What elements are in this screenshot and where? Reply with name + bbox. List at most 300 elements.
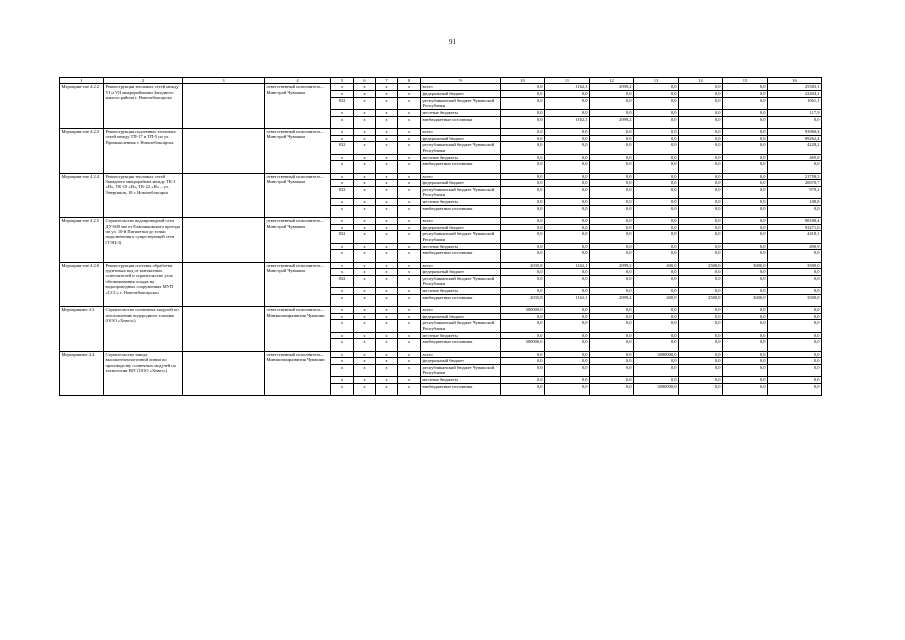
code-cell: x	[354, 142, 376, 154]
code-cell: 832	[331, 142, 354, 154]
code-cell: x	[331, 262, 354, 269]
amount-cell: 0,0	[545, 218, 590, 225]
amount-cell: 0,0	[723, 142, 768, 154]
amount-cell: 0,0	[679, 332, 723, 339]
amount-cell: 0,0	[634, 91, 679, 98]
amount-cell: 0,0	[723, 224, 768, 231]
amount-cell: 0,0	[590, 320, 634, 332]
code-cell: x	[376, 218, 398, 225]
code-cell: x	[398, 364, 421, 376]
amount-cell: 0,0	[545, 377, 590, 384]
code-cell: x	[398, 320, 421, 332]
amount-cell: 0,0	[679, 377, 723, 384]
measure-name-cell: Реконструкция подземных тепловых сетей между ТП-17 и ТП-5 по ул. Промышленная г. Новочебоксарска	[104, 128, 183, 173]
amount-cell: 0,0	[679, 142, 723, 154]
amount-cell: 0,0	[545, 243, 590, 250]
amount-cell: 2999,2	[590, 262, 634, 269]
measure-id-cell: Мероприя-тие 4.2.2	[60, 84, 104, 129]
code-cell: x	[376, 199, 398, 206]
amount-cell: 0,0	[590, 180, 634, 187]
amount-cell: 0,0	[501, 205, 545, 217]
amount-cell: 0,0	[590, 224, 634, 231]
amount-cell: 0,0	[723, 275, 768, 287]
code-cell: x	[398, 142, 421, 154]
amount-cell: 0,0	[590, 97, 634, 109]
amount-cell: 0,0	[634, 250, 679, 262]
amount-cell: 3000000,0	[634, 351, 679, 358]
code-cell: x	[354, 243, 376, 250]
funding-source-cell: всего	[421, 84, 501, 91]
amount-cell: 0,0	[634, 269, 679, 276]
funding-source-cell: местные бюджеты	[421, 199, 501, 206]
amount-cell: 0,0	[723, 383, 768, 395]
amount-cell: 0,0	[501, 186, 545, 198]
table-row	[60, 307, 822, 314]
funding-source-cell: всего	[421, 128, 501, 135]
measure-name-cell: Строительство завода высокотехнологичной линии по производству солнечных модулей по технологии HJT (ООО «Хевел»)	[104, 351, 183, 396]
column-number-cell: 11	[545, 78, 590, 84]
code-cell: x	[376, 84, 398, 91]
amount-cell: 0,0	[723, 358, 768, 365]
amount-cell: 490,9	[768, 243, 822, 250]
code-cell: x	[331, 332, 354, 339]
amount-cell: 0,0	[545, 161, 590, 173]
code-cell: x	[376, 154, 398, 161]
amount-cell: 0,0	[634, 199, 679, 206]
code-cell: x	[376, 128, 398, 135]
amount-cell: 0,0	[679, 358, 723, 365]
amount-cell: 0,0	[545, 269, 590, 276]
funding-source-cell: республиканский бюджет Чувашской Республики	[421, 142, 501, 154]
code-cell: x	[376, 294, 398, 306]
funding-source-cell: всего	[421, 262, 501, 269]
code-cell: x	[331, 320, 354, 332]
code-cell: x	[331, 173, 354, 180]
code-cell: x	[398, 339, 421, 351]
column-number-cell: 8	[398, 78, 421, 84]
amount-cell: 0,0	[501, 269, 545, 276]
amount-cell: 25583,1	[768, 84, 822, 91]
amount-cell: 0,0	[679, 307, 723, 314]
amount-cell: 21758,5	[768, 173, 822, 180]
amount-cell: 3500,0	[768, 262, 822, 269]
amount-cell: 400,0	[634, 294, 679, 306]
amount-cell: 0,0	[634, 288, 679, 295]
amount-cell: 0,0	[723, 288, 768, 295]
column-number-cell: 12	[590, 78, 634, 84]
code-cell: x	[331, 116, 354, 128]
code-cell: x	[398, 91, 421, 98]
amount-cell: 0,0	[501, 161, 545, 173]
amount-cell: 0,0	[679, 154, 723, 161]
amount-cell: 0,0	[679, 180, 723, 187]
funding-source-cell: федеральный бюджет	[421, 180, 501, 187]
amount-cell: 0,0	[768, 332, 822, 339]
amount-cell: 0,0	[634, 186, 679, 198]
amount-cell: 0,0	[501, 180, 545, 187]
amount-cell: 0,0	[634, 364, 679, 376]
funding-source-cell: республиканский бюджет Чувашской Республики	[421, 320, 501, 332]
amount-cell: 0,0	[679, 383, 723, 395]
code-cell: x	[376, 313, 398, 320]
amount-cell: 0,0	[768, 250, 822, 262]
code-cell: x	[376, 161, 398, 173]
measure-name-cell: Строительство водопроводной сети ДУ-600 мм от Еланчиковского проезда по ул. 10-й Пятилетки до точки подключения к существующей сети (ТЭЦ-3)	[104, 218, 183, 263]
amount-cell: 0,0	[634, 142, 679, 154]
amount-cell: 0,0	[545, 186, 590, 198]
amount-cell: 0,0	[634, 161, 679, 173]
amount-cell: 0,0	[501, 218, 545, 225]
code-cell: x	[398, 243, 421, 250]
code-cell: x	[331, 288, 354, 295]
code-cell: x	[331, 135, 354, 142]
funding-source-cell: внебюджетные источники	[421, 383, 501, 395]
code-cell: x	[331, 109, 354, 116]
funding-source-cell: федеральный бюджет	[421, 91, 501, 98]
code-cell: x	[376, 307, 398, 314]
amount-cell: 4228,2	[768, 142, 822, 154]
amount-cell: 0,0	[768, 161, 822, 173]
amount-cell: 0,0	[501, 116, 545, 128]
code-cell: x	[331, 243, 354, 250]
executor-cell: ответственный исполнитель – Минстрой Чувашии	[265, 218, 331, 263]
code-cell: x	[354, 358, 376, 365]
funding-source-cell: федеральный бюджет	[421, 135, 501, 142]
code-cell: x	[354, 313, 376, 320]
code-cell: x	[398, 218, 421, 225]
code-cell: x	[354, 269, 376, 276]
funding-source-cell: республиканский бюджет Чувашской Республики	[421, 97, 501, 109]
code-cell: x	[376, 186, 398, 198]
amount-cell: 1162,1	[545, 294, 590, 306]
amount-cell: 0,0	[545, 128, 590, 135]
code-cell: x	[398, 358, 421, 365]
code-cell: 832	[331, 186, 354, 198]
code-cell: x	[331, 377, 354, 384]
amount-cell: 0,0	[545, 275, 590, 287]
code-cell: x	[376, 383, 398, 395]
column-number-cell: 15	[723, 78, 768, 84]
amount-cell: 0,0	[545, 91, 590, 98]
amount-cell: 0,0	[634, 231, 679, 243]
amount-cell: 0,0	[723, 351, 768, 358]
code-cell: x	[331, 84, 354, 91]
amount-cell: 3000,0	[723, 262, 768, 269]
column-number-cell: 13	[634, 78, 679, 84]
amount-cell: 0,0	[545, 97, 590, 109]
amount-cell: 0,0	[501, 154, 545, 161]
amount-cell: 0,0	[590, 307, 634, 314]
code-cell: x	[376, 91, 398, 98]
code-cell: x	[354, 161, 376, 173]
amount-cell: 117,9	[768, 109, 822, 116]
empty-cell	[183, 173, 265, 218]
measure-id-cell: Мероприя-тие 4.2.3	[60, 128, 104, 173]
amount-cell: 2500,0	[679, 294, 723, 306]
amount-cell: 0,0	[723, 218, 768, 225]
funding-source-cell: местные бюджеты	[421, 243, 501, 250]
code-cell: x	[398, 332, 421, 339]
amount-cell: 0,0	[634, 358, 679, 365]
amount-cell: 0,0	[634, 84, 679, 91]
code-cell: x	[354, 307, 376, 314]
amount-cell: 0,0	[634, 243, 679, 250]
amount-cell: 0,0	[590, 205, 634, 217]
amount-cell: 0,0	[723, 116, 768, 128]
column-number-cell: 5	[331, 78, 354, 84]
amount-cell: 0,0	[634, 173, 679, 180]
amount-cell: 0,0	[768, 358, 822, 365]
amount-cell: 0,0	[501, 383, 545, 395]
amount-cell: 0,0	[501, 84, 545, 91]
amount-cell: 0,0	[634, 128, 679, 135]
code-cell: x	[354, 294, 376, 306]
column-number-cell: 1	[60, 78, 104, 84]
amount-cell: 0,0	[501, 142, 545, 154]
amount-cell: 0,0	[679, 231, 723, 243]
amount-cell: 0,0	[501, 199, 545, 206]
amount-cell: 4418,1	[768, 231, 822, 243]
amount-cell: 0,0	[679, 173, 723, 180]
amount-cell: 0,0	[501, 128, 545, 135]
executor-cell: ответственный исполнитель – Минэкономразвития Чувашии	[265, 351, 331, 396]
code-cell: x	[354, 116, 376, 128]
code-cell: x	[331, 205, 354, 217]
amount-cell: 0,0	[679, 161, 723, 173]
amount-cell: 0,0	[768, 383, 822, 395]
amount-cell: 0,0	[501, 332, 545, 339]
code-cell: x	[376, 231, 398, 243]
amount-cell: 0,0	[723, 91, 768, 98]
amount-cell: 0,0	[679, 364, 723, 376]
amount-cell: 0,0	[723, 180, 768, 187]
amount-cell: 0,0	[501, 109, 545, 116]
amount-cell: 0,0	[501, 231, 545, 243]
funding-source-cell: местные бюджеты	[421, 288, 501, 295]
empty-cell	[183, 307, 265, 352]
amount-cell: 0,0	[634, 97, 679, 109]
code-cell: x	[376, 288, 398, 295]
amount-cell: 0,0	[679, 84, 723, 91]
code-cell: x	[376, 320, 398, 332]
funding-source-cell: республиканский бюджет Чувашской Республики	[421, 231, 501, 243]
measure-id-cell: Мероприя-тие 4.2.4	[60, 173, 104, 218]
amount-cell: 0,0	[634, 224, 679, 231]
code-cell: x	[376, 116, 398, 128]
code-cell: x	[398, 269, 421, 276]
amount-cell: 0,0	[590, 231, 634, 243]
code-cell: x	[398, 307, 421, 314]
code-cell: x	[398, 135, 421, 142]
amount-cell: 1162,1	[545, 262, 590, 269]
table-row	[60, 262, 822, 269]
amount-cell: 3000,0	[723, 294, 768, 306]
code-cell: x	[398, 288, 421, 295]
code-cell: x	[398, 205, 421, 217]
table-row	[60, 84, 822, 91]
amount-cell: 0,0	[679, 320, 723, 332]
amount-cell: 1061,1	[768, 97, 822, 109]
amount-cell: 0,0	[723, 339, 768, 351]
code-cell: x	[354, 173, 376, 180]
amount-cell: 2999,2	[590, 116, 634, 128]
code-cell: x	[354, 180, 376, 187]
amount-cell: 0,0	[679, 135, 723, 142]
amount-cell: 0,0	[768, 377, 822, 384]
code-cell: x	[398, 262, 421, 269]
code-cell: x	[354, 332, 376, 339]
code-cell: x	[376, 205, 398, 217]
amount-cell: 0,0	[590, 142, 634, 154]
amount-cell: 0,0	[634, 205, 679, 217]
measure-name-cell: Реконструкция системы обработки грунтовых вод от контактных осветлителей и строительство узла обезвоживания осадка на водопроводных сооружениях МУП «ССС» г. Новочебоксарска»	[104, 262, 183, 307]
code-cell: x	[354, 351, 376, 358]
amount-cell: 0,0	[590, 199, 634, 206]
code-cell: x	[376, 377, 398, 384]
amount-cell: 0,0	[634, 339, 679, 351]
amount-cell: 300000,0	[501, 307, 545, 314]
amount-cell: 0,0	[679, 243, 723, 250]
amount-cell: 0,0	[723, 364, 768, 376]
amount-cell: 0,0	[590, 218, 634, 225]
amount-cell: 0,0	[634, 307, 679, 314]
code-cell: x	[376, 358, 398, 365]
column-number-cell: 10	[501, 78, 545, 84]
code-cell: x	[398, 351, 421, 358]
amount-cell: 0,0	[545, 288, 590, 295]
amount-cell: 0,0	[590, 173, 634, 180]
amount-cell: 0,0	[545, 364, 590, 376]
amount-cell: 0,0	[679, 205, 723, 217]
amount-cell: 0,0	[545, 205, 590, 217]
funding-source-cell: местные бюджеты	[421, 109, 501, 116]
measure-id-cell: Мероприя-тие 4.2.5	[60, 218, 104, 263]
amount-cell: 0,0	[723, 199, 768, 206]
amount-cell: 0,0	[501, 377, 545, 384]
amount-cell: 0,0	[679, 186, 723, 198]
amount-cell: 0,0	[679, 199, 723, 206]
amount-cell: 0,0	[590, 288, 634, 295]
funding-source-cell: внебюджетные источники	[421, 161, 501, 173]
amount-cell: 0,0	[590, 377, 634, 384]
amount-cell: 0,0	[590, 128, 634, 135]
amount-cell: 0,0	[723, 205, 768, 217]
amount-cell: 0,0	[723, 231, 768, 243]
amount-cell: 0,0	[501, 97, 545, 109]
measure-name-cell: Реконструкция тепловых сетей Западного микрорайона между ТК-1 «Н», ТК-19 «Н», ТК-22 «Н» – ул. Энергиков, 18 г. Новочебоксарск	[104, 173, 183, 218]
column-number-cell: 14	[679, 78, 723, 84]
code-cell: x	[398, 313, 421, 320]
amount-cell: 98188,4	[768, 218, 822, 225]
column-number-cell: 3	[183, 78, 265, 84]
code-cell: x	[398, 250, 421, 262]
funding-source-cell: федеральный бюджет	[421, 224, 501, 231]
amount-cell: 0,0	[723, 250, 768, 262]
amount-cell: 1162,1	[545, 116, 590, 128]
code-cell: x	[331, 307, 354, 314]
empty-cell	[183, 128, 265, 173]
amount-cell: 0,0	[679, 218, 723, 225]
amount-cell: 0,0	[723, 313, 768, 320]
amount-cell: 0,0	[590, 275, 634, 287]
code-cell: x	[376, 224, 398, 231]
amount-cell: 0,0	[634, 377, 679, 384]
amount-cell: 0,0	[501, 135, 545, 142]
amount-cell: 0,0	[768, 205, 822, 217]
amount-cell: 0,0	[634, 109, 679, 116]
amount-cell: 0,0	[768, 313, 822, 320]
amount-cell: 0,0	[545, 307, 590, 314]
amount-cell: 979,2	[768, 186, 822, 198]
funding-source-cell: федеральный бюджет	[421, 358, 501, 365]
amount-cell: 0,0	[545, 332, 590, 339]
amount-cell: 0,0	[545, 224, 590, 231]
amount-cell: 0,0	[501, 224, 545, 231]
amount-cell: 22404,1	[768, 91, 822, 98]
amount-cell: 0,0	[590, 250, 634, 262]
code-cell: x	[398, 377, 421, 384]
amount-cell: 89262,4	[768, 135, 822, 142]
amount-cell: 0,0	[501, 351, 545, 358]
page-number: 91	[449, 38, 456, 46]
executor-cell: ответственный исполнитель – Минстрой Чувашии	[265, 128, 331, 173]
code-cell: x	[354, 288, 376, 295]
budget-table	[59, 77, 822, 396]
code-cell: x	[331, 269, 354, 276]
amount-cell: 0,0	[634, 320, 679, 332]
column-number-cell: 16	[768, 78, 822, 84]
amount-cell: 108,8	[768, 199, 822, 206]
amount-cell: 0,0	[634, 154, 679, 161]
code-cell: x	[398, 116, 421, 128]
amount-cell: 0,0	[545, 320, 590, 332]
amount-cell: 93960,4	[768, 128, 822, 135]
amount-cell: 0,0	[590, 135, 634, 142]
amount-cell: 1162,1	[545, 84, 590, 91]
amount-cell: 0,0	[590, 243, 634, 250]
amount-cell: 2500,0	[679, 262, 723, 269]
funding-source-cell: федеральный бюджет	[421, 313, 501, 320]
amount-cell: 0,0	[768, 339, 822, 351]
amount-cell: 400,0	[634, 262, 679, 269]
amount-cell: 0,0	[679, 269, 723, 276]
amount-cell: 0,0	[634, 116, 679, 128]
code-cell: x	[331, 154, 354, 161]
amount-cell: 20670,7	[768, 180, 822, 187]
table-row	[60, 351, 822, 358]
code-cell: x	[376, 180, 398, 187]
code-cell: x	[398, 275, 421, 287]
code-cell: x	[331, 339, 354, 351]
code-cell: x	[354, 109, 376, 116]
code-cell: x	[354, 231, 376, 243]
amount-cell: 2999,2	[590, 84, 634, 91]
code-cell: x	[331, 218, 354, 225]
funding-source-cell: всего	[421, 173, 501, 180]
code-cell: x	[376, 351, 398, 358]
amount-cell: 0,0	[545, 199, 590, 206]
amount-cell: 0,0	[723, 307, 768, 314]
code-cell: x	[376, 135, 398, 142]
amount-cell: 0,0	[634, 313, 679, 320]
amount-cell: 0,0	[590, 383, 634, 395]
amount-cell: 93271,6	[768, 224, 822, 231]
code-cell: 832	[331, 97, 354, 109]
code-cell: x	[331, 224, 354, 231]
code-cell: x	[354, 339, 376, 351]
code-cell: x	[354, 186, 376, 198]
amount-cell: 0,0	[634, 180, 679, 187]
